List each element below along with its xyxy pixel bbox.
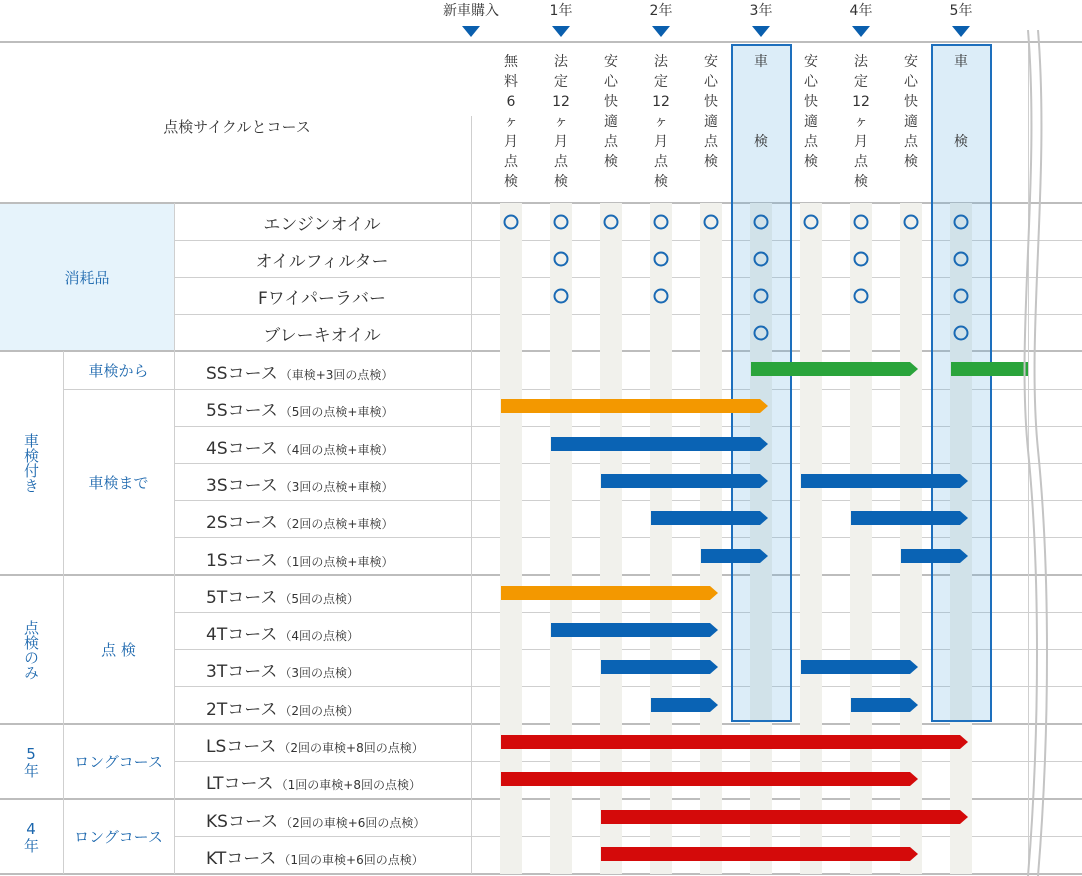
consumable-part-label: Fワイパーラバー <box>258 289 386 309</box>
column-header-char: 検 <box>554 174 568 190</box>
column-header-char: 点 <box>904 134 918 150</box>
grid-line-top <box>0 41 1082 43</box>
group-label-inspection-only <box>0 575 63 724</box>
subgroup-label-from-shaken: 車検から <box>88 361 149 380</box>
column-header-char: 心 <box>704 74 718 90</box>
column-header-char: 安 <box>904 54 918 70</box>
column-header-char: 法 <box>554 54 568 70</box>
column-header-char: 適 <box>904 114 918 130</box>
maintenance-mark-icon <box>854 288 869 303</box>
course-name: 4Tコース <box>206 625 278 646</box>
course-label <box>206 657 359 682</box>
course-label <box>206 434 393 459</box>
column-header-char: 月 <box>504 134 518 150</box>
course-note: （4回の点検） <box>279 629 359 644</box>
course-note: （5回の点検+車検） <box>279 405 394 420</box>
year-marker-label: 2年 <box>649 3 673 19</box>
maintenance-mark-icon <box>954 288 969 303</box>
column-header-char: 検 <box>504 174 518 190</box>
subgroup-label-long-course-4yr: ロングコース <box>74 828 163 846</box>
course-period-bar <box>651 511 760 525</box>
maintenance-mark-icon <box>954 214 969 229</box>
column-header-char: 検 <box>704 154 718 170</box>
course-note: （5回の点検） <box>279 591 359 606</box>
year-marker-label: 1年 <box>549 3 573 19</box>
year-marker-label: 新車購入 <box>443 3 499 19</box>
column-header <box>650 52 672 192</box>
column-header-char: 検 <box>654 174 668 190</box>
maintenance-mark-icon <box>554 251 569 266</box>
column-header-char: 検 <box>604 154 618 170</box>
course-name: LSコース <box>206 737 277 757</box>
maintenance-mark-icon <box>754 325 769 340</box>
maintenance-mark-icon <box>854 214 869 229</box>
column-header-char: 法 <box>654 54 668 70</box>
column-header-char: 快 <box>704 94 718 110</box>
column-header-char: 12 <box>552 94 570 110</box>
maintenance-mark-icon <box>654 214 669 229</box>
column-header-char: 法 <box>854 54 868 70</box>
maintenance-mark-icon <box>954 251 969 266</box>
year-marker-label: 4年 <box>849 3 873 19</box>
course-label <box>206 695 359 720</box>
column-header-char: 検 <box>954 134 968 150</box>
subgroup-label-until-shaken: 車検まで <box>88 473 149 492</box>
course-note: （3回の点検+車検） <box>279 479 394 494</box>
course-label <box>206 396 393 421</box>
column-header-char: ヶ <box>554 114 568 130</box>
maintenance-mark-icon <box>654 251 669 266</box>
column-header-char: 6 <box>506 94 516 110</box>
year-marker-arrow-icon <box>462 26 480 37</box>
column-header-char: 適 <box>804 114 818 130</box>
column-header-char: 心 <box>604 74 618 90</box>
column-header-char: 点 <box>704 134 718 150</box>
course-period-bar <box>551 623 710 637</box>
column-header-char: ヶ <box>504 114 518 130</box>
course-period-bar <box>501 586 710 600</box>
course-note: （1回の車検+6回の点検） <box>278 852 424 867</box>
column-header-char: 車 <box>754 54 768 70</box>
column-header-char: 月 <box>854 134 868 150</box>
course-name: 5Tコース <box>206 587 278 608</box>
course-label <box>206 471 393 496</box>
maintenance-mark-icon <box>754 288 769 303</box>
course-note: （2回の車検+8回の点検） <box>278 741 424 755</box>
course-label <box>206 508 393 533</box>
maintenance-mark-icon <box>754 214 769 229</box>
course-period-bar <box>501 399 760 413</box>
consumable-part-label: エンジンオイル <box>263 215 381 235</box>
course-period-bar <box>601 847 910 861</box>
course-period-bar <box>801 660 910 674</box>
course-note: （2回の点検+車検） <box>279 517 394 532</box>
column-header-char: 車 <box>954 54 968 70</box>
column-header <box>950 52 972 152</box>
column-header-char: 適 <box>704 114 718 130</box>
course-name: LTコース <box>206 774 274 795</box>
column-header-char: 検 <box>804 154 818 170</box>
subgroup-label-long-course-5yr: ロングコース <box>74 753 163 771</box>
grid-line-course-row <box>174 761 1082 762</box>
course-label <box>206 732 424 757</box>
column-header-char: 快 <box>604 94 618 110</box>
course-period-bar <box>751 362 910 376</box>
course-period-bar <box>501 772 910 786</box>
course-label <box>206 546 393 571</box>
year-marker-arrow-icon <box>952 26 970 37</box>
column-header-char: 料 <box>504 74 518 90</box>
maintenance-mark-icon <box>554 214 569 229</box>
maintenance-mark-icon <box>604 214 619 229</box>
column-header-char: 点 <box>854 154 868 170</box>
consumable-part-label: オイルフィルター <box>255 252 389 272</box>
course-period-bar <box>801 474 960 488</box>
course-name: 2Tコース <box>206 699 278 720</box>
course-name: 5Sコース <box>206 401 278 422</box>
course-label <box>206 844 424 869</box>
column-header-char: 快 <box>804 94 818 110</box>
column-header <box>700 52 722 172</box>
column-header <box>750 52 772 152</box>
column-header <box>550 52 572 192</box>
maintenance-mark-icon <box>704 214 719 229</box>
course-period-bar <box>501 735 960 749</box>
course-note: （2回の車検+6回の点検） <box>280 815 426 830</box>
column-header-char: 月 <box>654 134 668 150</box>
course-period-bar <box>601 660 710 674</box>
column-header-char: 心 <box>804 74 818 90</box>
cycle-course-header: 点検サイクルとコース <box>163 118 311 136</box>
consumable-part-label: ブレーキオイル <box>263 326 381 346</box>
consumables-category-label: 消耗品 <box>64 268 110 287</box>
course-name: KSコース <box>206 811 279 832</box>
course-name: 3Tコース <box>206 662 278 683</box>
column-header-char: ヶ <box>854 114 868 130</box>
maintenance-mark-icon <box>504 214 519 229</box>
timeline-break-icon <box>1010 30 1060 876</box>
course-note: （1回の点検+車検） <box>279 554 394 569</box>
column-header <box>500 52 522 192</box>
column-header <box>600 52 622 172</box>
group-label-inspection-only-text: 点検のみ <box>22 619 40 680</box>
year-marker-arrow-icon <box>552 26 570 37</box>
maintenance-mark-icon <box>854 251 869 266</box>
grid-line-col-timeline <box>471 116 472 874</box>
column-header-char: 心 <box>904 74 918 90</box>
column-header-char: 検 <box>854 174 868 190</box>
course-period-bar <box>601 810 960 824</box>
course-name: 4Sコース <box>206 438 278 459</box>
course-name: 3Sコース <box>206 475 278 496</box>
column-header-char: 安 <box>604 54 618 70</box>
course-period-bar <box>851 698 910 712</box>
column-header-char: ヶ <box>654 114 668 130</box>
maintenance-mark-icon <box>654 288 669 303</box>
course-label <box>206 359 393 384</box>
column-header-char: 適 <box>604 114 618 130</box>
course-label <box>206 807 425 832</box>
maintenance-mark-icon <box>554 288 569 303</box>
column-header-char: 点 <box>804 134 818 150</box>
column-header-char: 安 <box>804 54 818 70</box>
maintenance-mark-icon <box>904 214 919 229</box>
course-name: KTコース <box>206 848 277 869</box>
year-marker-arrow-icon <box>852 26 870 37</box>
course-period-bar <box>651 698 710 712</box>
course-note: （2回の点検） <box>279 703 359 718</box>
group-label-5yr <box>0 724 63 799</box>
group-label-with-shaken <box>0 351 63 575</box>
course-note: （車検+3回の点検） <box>279 368 394 382</box>
column-header-char: 点 <box>504 154 518 170</box>
maintenance-mark-icon <box>804 214 819 229</box>
column-header-char: 検 <box>754 134 768 150</box>
grid-line-course-row <box>174 836 1082 837</box>
course-name: 2Sコース <box>206 513 278 534</box>
column-header-char: 検 <box>904 154 918 170</box>
column-header-char: 定 <box>654 74 668 90</box>
maintenance-mark-icon <box>754 251 769 266</box>
column-header-char: 安 <box>704 54 718 70</box>
column-header <box>900 52 922 172</box>
group-label-4yr-text: 4年 <box>22 820 40 853</box>
course-label <box>206 769 421 794</box>
year-marker-label: 5年 <box>949 3 973 19</box>
course-period-bar <box>901 549 960 563</box>
column-header-char: 月 <box>554 134 568 150</box>
maintenance-mark-icon <box>954 325 969 340</box>
column-header <box>850 52 872 192</box>
course-label <box>206 620 359 645</box>
course-period-bar <box>701 549 760 563</box>
course-note: （4回の点検+車検） <box>279 442 394 457</box>
column-header-char: 12 <box>652 94 670 110</box>
course-period-bar <box>551 437 760 451</box>
column-header-char: 12 <box>852 94 870 110</box>
course-period-bar <box>601 474 760 488</box>
column-header-char: 無 <box>504 54 518 70</box>
course-period-bar <box>851 511 960 525</box>
grid-line-col-category <box>174 203 175 874</box>
course-note: （3回の点検） <box>279 666 359 681</box>
column-header-char: 点 <box>554 154 568 170</box>
group-label-4yr <box>0 799 63 874</box>
course-name: SSコース <box>206 364 278 384</box>
column-header <box>800 52 822 172</box>
year-marker-arrow-icon <box>752 26 770 37</box>
group-label-with-shaken-text: 車検付き <box>22 433 40 493</box>
course-note: （1回の車検+8回の点検） <box>275 778 421 793</box>
year-marker-arrow-icon <box>652 26 670 37</box>
column-header-char: 定 <box>554 74 568 90</box>
course-label <box>206 583 359 608</box>
course-name: 1Sコース <box>206 550 278 571</box>
column-header-char: 快 <box>904 94 918 110</box>
column-header-char: 定 <box>854 74 868 90</box>
column-header-char: 点 <box>604 134 618 150</box>
group-label-5yr-text: 5年 <box>22 745 40 778</box>
column-header-char: 点 <box>654 154 668 170</box>
subgroup-label-inspection: 点 検 <box>101 641 136 659</box>
year-marker-label: 3年 <box>749 3 773 19</box>
